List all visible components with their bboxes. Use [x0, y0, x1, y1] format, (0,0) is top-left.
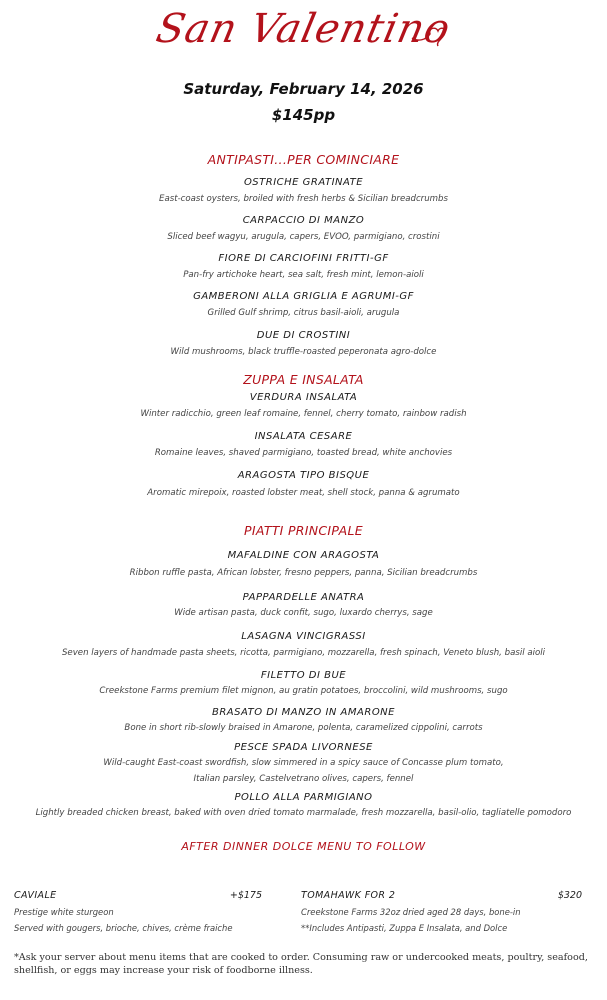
menu-title: San Valentino [152, 6, 455, 52]
dish-description: Seven layers of handmade pasta sheets, ricotta, parmigiano, mozzarella, fresh spinach, Veneto blush, basil aioli [61, 648, 546, 658]
extra-price-caviale: +$175 [229, 890, 262, 901]
dish-description-continued: Italian parsley, Castelvetrano olives, capers, fennel [193, 774, 414, 784]
section-title-piatti: PIATTI PRINCIPALE [244, 523, 363, 538]
heart-icon [408, 22, 448, 48]
dish-description: Pan-fry artichoke heart, sea salt, fresh mint, lemon-aioli [183, 270, 424, 280]
dish-name: OSTRICHE GRATINATE [243, 177, 364, 188]
dish-name: DUE DI CROSTINI [256, 330, 351, 341]
food-safety-disclaimer: *Ask your server about menu items that are cooked to order. Consuming raw or undercooked meats, poultry, seafood, shellfish, or eggs may increase your risk of foodborne illness. [14, 952, 588, 976]
dolce-follow-note: AFTER DINNER DOLCE MENU TO FOLLOW [181, 840, 426, 853]
dish-name: FILETTO DI BUE [260, 670, 347, 681]
extra-description: **Includes Antipasti, Zuppa E Insalata, and Dolce [301, 923, 508, 933]
extra-description: Creekstone Farms 32oz dried aged 28 days, bone-in [301, 907, 521, 917]
event-date: Saturday, February 14, 2026 [183, 80, 424, 98]
section-title-antipasti: ANTIPASTI...PER COMINCIARE [207, 152, 400, 167]
dish-name: CARPACCIO DI MANZO [242, 215, 365, 226]
extra-description: Prestige white sturgeon [14, 907, 114, 917]
dish-name: PESCE SPADA LIVORNESE [234, 742, 373, 753]
dish-name: VERDURA INSALATA [249, 392, 358, 403]
dish-description: Wild-caught East-coast swordfish, slow simmered in a spicy sauce of Concasse plum tomato, [103, 758, 504, 768]
dish-description: Bone in short rib-slowly braised in Amarone, polenta, caramelized cippolini, carrots [124, 723, 483, 733]
dish-name: POLLO ALLA PARMIGIANO [234, 792, 373, 803]
extra-name-caviale: CAVIALE [14, 890, 57, 901]
dish-name: PAPPARDELLE ANATRA [242, 592, 365, 603]
dish-description: Wide artisan pasta, duck confit, sugo, luxardo cherrys, sage [174, 608, 433, 618]
dish-description: Creekstone Farms premium filet mignon, au gratin potatoes, broccolini, wild mushrooms, sugo [99, 686, 508, 696]
dish-description: Aromatic mirepoix, roasted lobster meat, shell stock, panna & agrumato [147, 488, 460, 498]
event-price: $145pp [271, 106, 336, 124]
dish-name: FIORE DI CARCIOFINI FRITTI-GF [218, 253, 389, 264]
dish-name: BRASATO DI MANZO IN AMARONE [212, 707, 395, 718]
dish-name: MAFALDINE CON ARAGOSTA [227, 550, 380, 561]
dish-description: Wild mushrooms, black truffle-roasted peperonata agro-dolce [170, 347, 437, 357]
dish-name: INSALATA CESARE [254, 431, 353, 442]
dish-description: Sliced beef wagyu, arugula, capers, EVOO, parmigiano, crostini [167, 232, 440, 242]
extra-description: Served with gougers, brioche, chives, crème fraiche [14, 923, 233, 933]
dish-description: Romaine leaves, shaved parmigiano, toasted bread, white anchovies [154, 448, 453, 458]
dish-description: Lightly breaded chicken breast, baked with oven dried tomato marmalade, fresh mozzarella, basil-olio, tagliatelle pomodoro [35, 808, 572, 818]
dish-name: ARAGOSTA TIPO BISQUE [237, 470, 370, 481]
dish-name: GAMBERONI ALLA GRIGLIA E AGRUMI-GF [193, 291, 414, 302]
dish-description: East-coast oysters, broiled with fresh herbs & Sicilian breadcrumbs [159, 194, 448, 204]
dish-description: Ribbon ruffle pasta, African lobster, fresno peppers, panna, Sicilian breadcrumbs [129, 568, 478, 578]
dish-name: LASAGNA VINCIGRASSI [241, 631, 366, 642]
section-title-zuppa: ZUPPA E INSALATA [243, 372, 364, 387]
dish-description: Winter radicchio, green leaf romaine, fennel, cherry tomato, rainbow radish [140, 409, 467, 419]
extra-name-tomahawk: TOMAHAWK FOR 2 [301, 890, 396, 901]
extra-price-tomahawk: $320 [557, 890, 582, 901]
dish-description: Grilled Gulf shrimp, citrus basil-aioli, arugula [207, 308, 400, 318]
